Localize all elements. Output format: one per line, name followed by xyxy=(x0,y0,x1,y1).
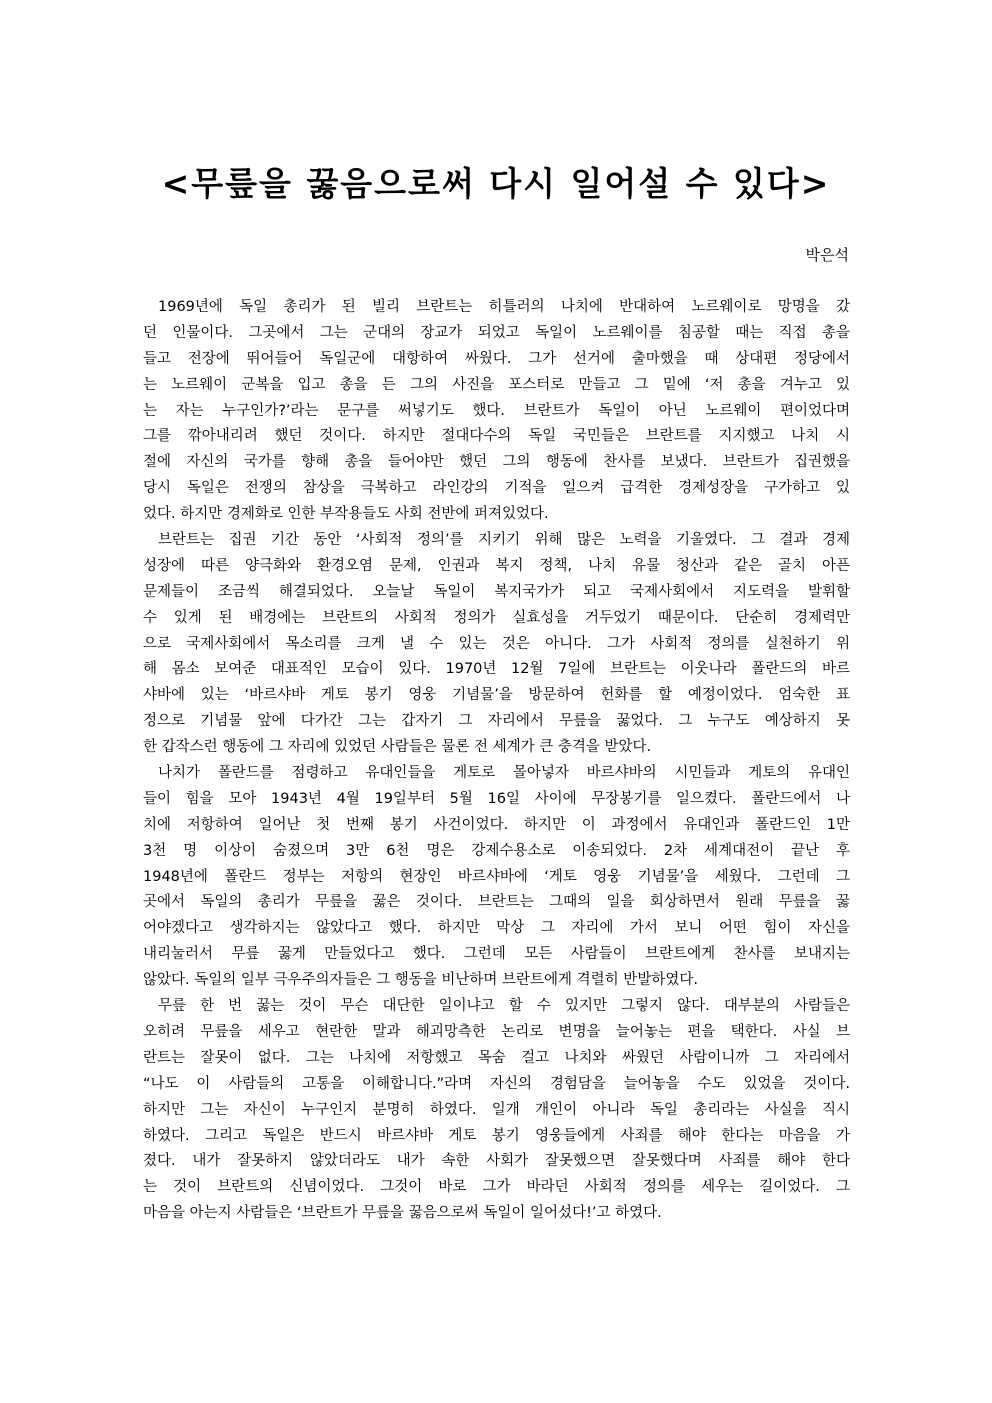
text-line: 곳에서 독일의 총리가 무릎을 꿇은 것이다. 브란트는 그때의 일을 회상하면서 원래 무릎을 꿇 xyxy=(143,894,850,911)
author-name: 박은석 xyxy=(805,246,849,264)
text-line: 해 몸소 보여준 대표적인 모습이 있다. 1970년 12월 7일에 브란트는 이웃나라 폴란드의 바르 xyxy=(143,661,850,678)
document-body xyxy=(143,295,850,1227)
text-line: 던 인물이다. 그곳에서 그는 군대의 장교가 되었고 독일이 노르웨이를 침공할 때는 직접 총을 xyxy=(143,324,850,341)
text-line: 으로 국제사회에서 목소리를 크게 낼 수 있는 것은 아니다. 그가 사회적 정의를 실천하기 위 xyxy=(143,635,850,652)
text-line: 오히려 무릎을 세우고 현란한 말과 해괴망측한 논리로 변명을 늘어놓는 편을 택한다. 사실 브 xyxy=(143,1023,850,1040)
text-line: 성장에 따른 양극화와 환경오염 문제, 인권과 복지 정책, 나치 유물 청산과 같은 골치 아픈 xyxy=(143,557,850,574)
text-line: 3천 명 이상이 숨졌으며 3만 6천 명은 강제수용소로 이송되었다. 2차 세계대전이 끝난 후 xyxy=(143,842,850,859)
text-line: 었다. 하지만 경제화로 인한 부작용들도 사회 전반에 퍼져있었다. xyxy=(143,506,549,523)
paragraph xyxy=(143,761,850,994)
text-line: 란트는 잘못이 없다. 그는 나치에 저항했고 목숨 걸고 나치와 싸웠던 사람이니까 그 자리에서 xyxy=(143,1049,850,1066)
text-line: 않았다. 독일의 일부 극우주의자들은 그 행동을 비난하며 브란트에게 격렬히 반발하였다. xyxy=(143,972,698,989)
text-line: 어야겠다고 생각하지는 않았다고 했다. 하지만 막상 그 자리에 가서 보니 어떤 힘이 자신을 xyxy=(143,920,850,937)
paragraph xyxy=(143,994,850,1227)
text-line: 치에 저항하여 일어난 첫 번째 봉기 사건이었다. 하지만 이 과정에서 유대인과 폴란드인 1만 xyxy=(143,816,850,833)
paragraph xyxy=(143,528,850,761)
text-line: 1969년에 독일 총리가 된 빌리 브란트는 히틀러의 나치에 반대하여 노르웨이로 망명을 갔 xyxy=(158,299,850,315)
text-line: 샤바에 있는 ‘바르샤바 게토 봉기 영웅 기념물’을 방문하여 헌화를 할 예정이었다. 엄숙한 표 xyxy=(143,687,850,704)
text-line: 당시 독일은 전쟁의 참상을 극복하고 라인강의 기적을 일으켜 급격한 경제성장을 구가하고 있 xyxy=(143,480,850,497)
text-line: 는 노르웨이 군복을 입고 총을 든 그의 사진을 포스터로 만들고 그 밑에 ‘저 총을 겨누고 있 xyxy=(143,376,850,393)
text-line: 한 갑작스런 행동에 그 자리에 있었던 사람들은 물론 전 세계가 큰 충격을 받았다. xyxy=(143,739,652,756)
text-line: 무릎 한 번 꿇는 것이 무슨 대단한 일이냐고 할 수 있지만 그렇지 않다. 대부분의 사람들은 xyxy=(158,998,850,1015)
text-line: 하지만 그는 자신이 누구인지 분명히 하였다. 일개 개인이 아니라 독일 총리라는 사실을 직시 xyxy=(143,1101,850,1118)
text-line: 정으로 기념물 앞에 다가간 그는 갑자기 그 자리에서 무릎을 꿇었다. 그 누구도 예상하지 못 xyxy=(143,713,850,730)
text-line: 절에 자신의 국가를 향해 총을 들어야만 했던 그의 행동에 찬사를 보냈다. 브란트가 집권했을 xyxy=(143,454,850,471)
text-line: 수 있게 된 배경에는 브란트의 사회적 정의가 실효성을 거두었기 때문이다. 단순히 경제력만 xyxy=(143,609,850,626)
text-line: 나치가 폴란드를 점령하고 유대인들을 게토로 몰아넣자 바르샤바의 시민들과 게토의 유대인 xyxy=(158,765,850,782)
text-line: 마음을 아는지 사람들은 ‘브란트가 무릎을 꿇음으로써 독일이 일어섰다!’고 하였다. xyxy=(143,1205,662,1222)
text-line: 내리눌러서 무릎 꿇게 만들었다고 했다. 그런데 모든 사람들이 브란트에게 찬사를 보내지는 xyxy=(143,946,850,963)
text-line: “나도 이 사람들의 고통을 이해합니다.”라며 자신의 경험담을 늘어놓을 수도 있었을 것이다. xyxy=(143,1075,850,1092)
text-line: 졌다. 내가 잘못하지 않았더라도 내가 속한 사회가 잘못했으면 잘못했다며 사죄를 해야 한다 xyxy=(143,1153,850,1170)
text-line: 들고 전장에 뛰어들어 독일군에 대항하여 싸웠다. 그가 선거에 출마했을 때 상대편 정당에서 xyxy=(143,350,850,367)
text-line: 브란트는 집권 기간 동안 ‘사회적 정의’를 지키기 위해 많은 노력을 기울였다. 그 결과 경제 xyxy=(158,532,850,549)
text-line: 들이 힘을 모아 1943년 4월 19일부터 5월 16일 사이에 무장봉기를 일으켰다. 폴란드에서 나 xyxy=(143,790,850,807)
text-line: 1948년에 폴란드 정부는 저항의 현장인 바르샤바에 ‘게토 영웅 기념물’을 세웠다. 그런데 그 xyxy=(143,868,850,885)
text-line: 하였다. 그리고 독일은 반드시 바르샤바 게토 봉기 영웅들에게 사죄를 해야 한다는 마음을 가 xyxy=(143,1127,850,1144)
text-line: 그를 깎아내리려 했던 것이다. 하지만 절대다수의 독일 국민들은 브란트를 지지했고 나치 시 xyxy=(143,428,850,445)
text-line: 문제들이 조금씩 해결되었다. 오늘날 독일이 복지국가가 되고 국제사회에서 지도력을 발휘할 xyxy=(143,583,850,600)
paragraph xyxy=(143,295,850,528)
document-title: <무릎을 꿇음으로써 다시 일어설 수 있다> xyxy=(161,164,831,203)
text-line: 는 자는 누구인가?’라는 문구를 써넣기도 했다. 브란트가 독일이 아닌 노르웨이 편이었다며 xyxy=(143,402,850,419)
text-line: 는 것이 브란트의 신념이었다. 그것이 바로 그가 바라던 사회적 정의를 세우는 길이었다. 그 xyxy=(143,1179,850,1196)
